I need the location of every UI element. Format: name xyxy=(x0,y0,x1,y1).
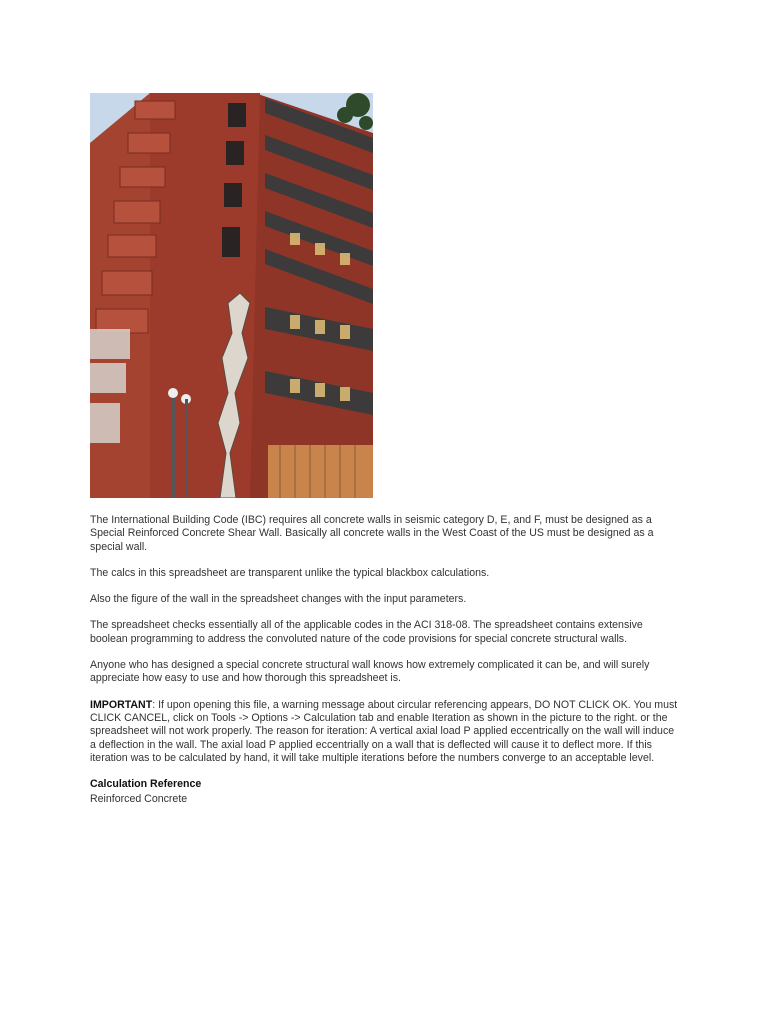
paragraph-important xyxy=(90,699,680,765)
paragraph-complicated: Anyone who has designed a special concrete structural wall knows how extremely complicated it can be, and will surely appreciate how easy to use and how thorough this spreadsheet is. xyxy=(90,659,650,685)
paragraph-aci: The spreadsheet checks essentially all of the applicable codes in the ACI 318-08. The spreadsheet contains extensive boolean programming to address the convoluted nature of the code provisions for special concrete structural walls. xyxy=(90,619,643,645)
paragraph-figure: Also the figure of the wall in the spreadsheet changes with the input parameters. xyxy=(90,593,467,606)
important-label: IMPORTANT xyxy=(90,698,153,711)
calculation-reference-value: Reinforced Concrete xyxy=(90,793,188,806)
calculation-reference-heading: Calculation Reference xyxy=(90,778,202,791)
important-text: : If upon opening this file, a warning message about circular referencing appears, DO NOT CLICK OK. You must CLICK CANCEL, click on Tools -> Options -> Calculation tab and enable Iteration as shown in the picture to the right. or the spreadsheet will not work properly. The reason for iteration: A vertical axial load P applied eccentrically on the wall will induce a deflection in the wall. The axial load P applied eccentrially on a wall that is deflected will cause it to deflect more. If this iteration was to be calculated by hand, it will take multiple iterations before the numbers converge to an acceptable level. xyxy=(90,698,678,764)
paragraph-transparent: The calcs in this spreadsheet are transparent unlike the typical blackbox calculations. xyxy=(90,566,490,579)
building-photo xyxy=(90,93,373,498)
paragraph-ibc: The International Building Code (IBC) requires all concrete walls in seismic category D, E, and F, must be designed as a Special Reinforced Concrete Shear Wall. Basically all concrete walls in the West Coast of the US must be designed as a special wall. xyxy=(90,514,654,553)
building-photo-illustration xyxy=(90,93,373,498)
article-body xyxy=(90,514,680,807)
